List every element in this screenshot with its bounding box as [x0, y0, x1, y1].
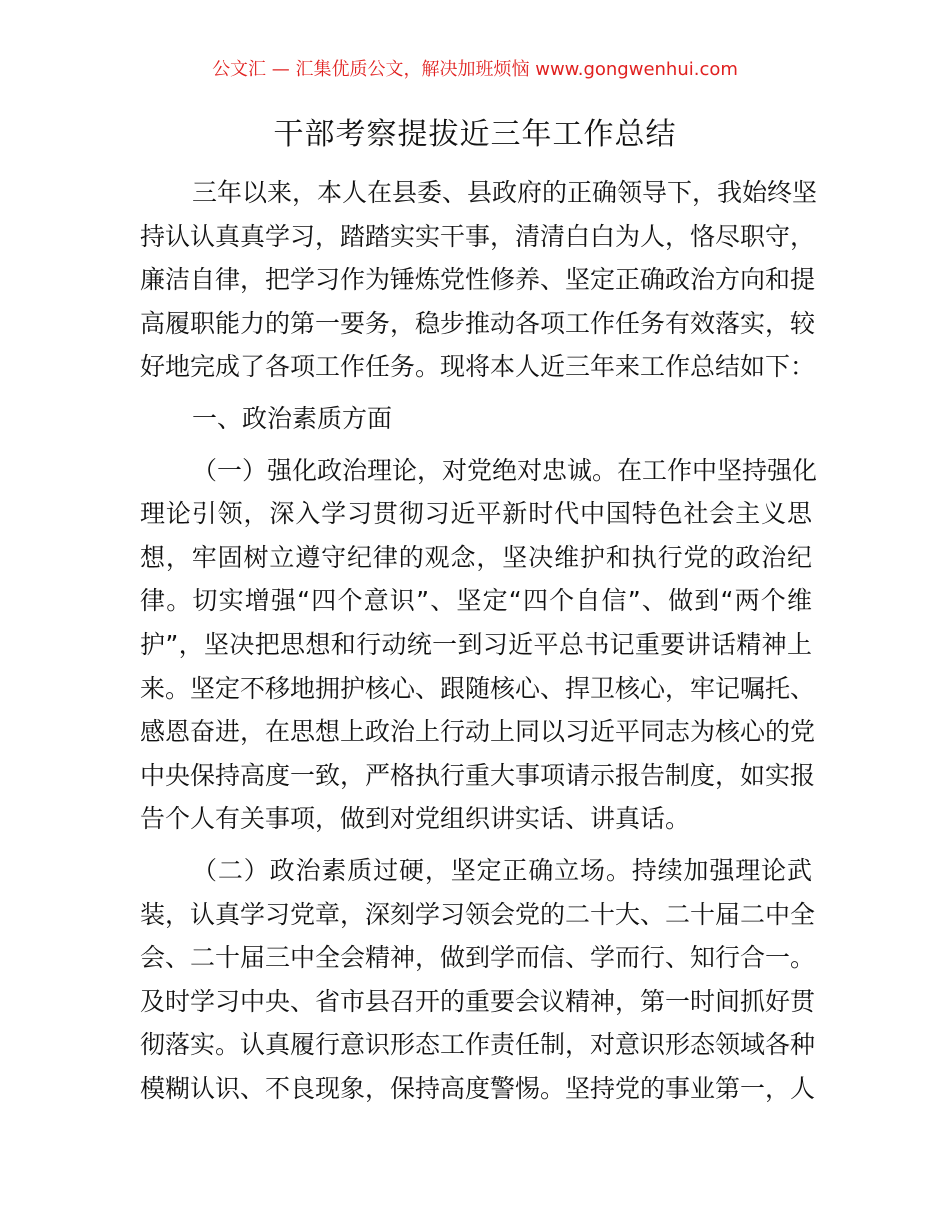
- text-line: 廉洁自律，把学习作为锤炼党性修养、坚定正确政治方向和提: [140, 265, 816, 295]
- text-line: 一、政治素质方面: [192, 403, 393, 433]
- text-line: 会、二十届三中全会精神，做到学而信、学而行、知行合一。: [140, 943, 816, 973]
- text-line: （二）政治素质过硬，坚定正确立场。持续加强理论武: [192, 855, 812, 885]
- document-title: 干部考察提拔近三年工作总结: [273, 117, 677, 152]
- text-line: 彻落实。认真履行意识形态工作责任制，对意识形态领域各种: [140, 1030, 816, 1060]
- text-line: 好地完成了各项工作任务。现将本人近三年来工作总结如下：: [140, 352, 816, 382]
- text-line: 持认认真真学习，踏踏实实干事，清清白白为人，恪尽职守，: [140, 221, 816, 251]
- text-line: 来。坚定不移地拥护核心、跟随核心、捍卫核心，牢记嘱托、: [140, 673, 816, 703]
- text-line: 高履职能力的第一要务，稳步推动各项工作任务有效落实，较: [140, 308, 816, 338]
- section-heading: [140, 397, 812, 441]
- text-line: 三年以来，本人在县委、县政府的正确领导下，我始终坚: [192, 178, 818, 207]
- text-line: 告个人有关事项，做到对党组织讲实话、讲真话。: [140, 804, 691, 834]
- text-line: 装，认真学习党章，深刻学习领会党的二十大、二十届二中全: [140, 899, 816, 929]
- paragraph: [140, 449, 818, 841]
- paragraph: [140, 849, 816, 1111]
- text-line: 律。切实增强“四个意识”、坚定“四个自信”、做到“两个维: [140, 586, 812, 616]
- text-line: （一）强化政治理论，对党绝对忠诚。在工作中坚持强化: [192, 455, 818, 485]
- text-line: 感恩奋进，在思想上政治上行动上同以习近平同志为核心的党: [140, 717, 816, 747]
- paragraph: [140, 171, 818, 389]
- document-body: [140, 171, 818, 1110]
- text-line: 想，牢固树立遵守纪律的观念，坚决维护和执行党的政治纪: [140, 542, 812, 572]
- text-line: 护”，坚决把思想和行动统一到习近平总书记重要讲话精神上: [140, 629, 812, 659]
- text-line: 中央保持高度一致，严格执行重大事项请示报告制度，如实报: [140, 760, 816, 790]
- text-line: 及时学习中央、省市县召开的重要会议精神，第一时间抓好贯: [140, 986, 816, 1016]
- text-line: 理论引领，深入学习贯彻习近平新时代中国特色社会主义思: [140, 499, 812, 529]
- watermark-banner: 公文汇 — 汇集优质公文，解决加班烦恼 www.gongwenhui.com: [212, 59, 738, 80]
- text-line: 模糊认识、不良现象，保持高度警惕。坚持党的事业第一，人: [140, 1073, 816, 1103]
